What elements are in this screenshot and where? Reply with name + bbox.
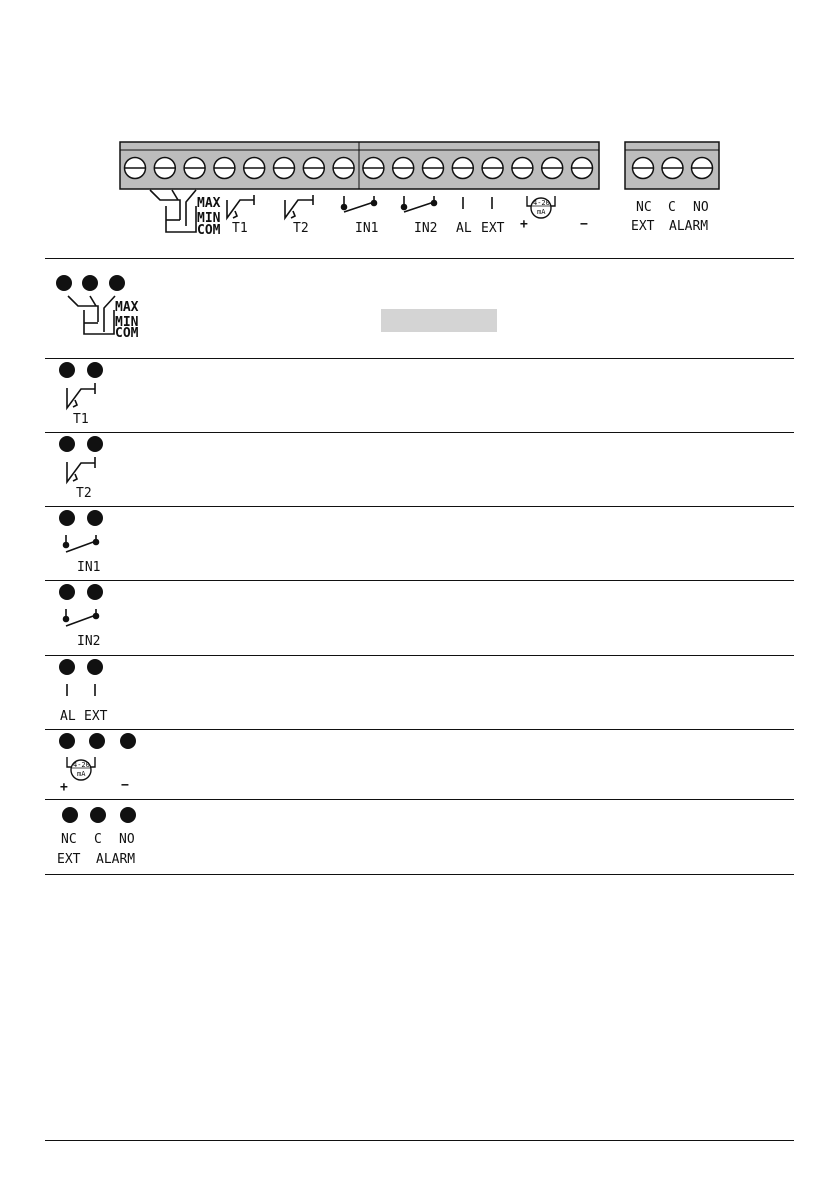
terminal-dot: [59, 436, 75, 452]
in1-switch-symbol: [64, 535, 99, 552]
minus-label: −: [580, 217, 588, 232]
row-ext-label: EXT: [57, 852, 81, 867]
meter-scale-label: 4-20: [533, 199, 550, 207]
in2-switch-symbol: [402, 196, 437, 212]
relay-nc-label: NC: [636, 200, 652, 215]
terminal-screw: [542, 158, 563, 179]
terminal-dot: [120, 733, 136, 749]
terminal-dot: [59, 584, 75, 600]
terminal-screw: [692, 158, 713, 179]
terminal-dot: [82, 275, 98, 291]
row-alarm-label: ALARM: [96, 852, 136, 867]
terminal-screw: [512, 158, 533, 179]
meter-unit-label: mA: [537, 208, 546, 216]
row-no-label: NO: [119, 832, 135, 847]
row-level: [56, 275, 139, 341]
level-max-label: MAX: [197, 196, 221, 211]
row-nc-label: NC: [61, 832, 77, 847]
plus-label: +: [520, 217, 528, 232]
terminal-screw: [482, 158, 503, 179]
row-al-label: AL: [60, 709, 76, 724]
relay-no-label: NO: [693, 200, 709, 215]
terminal-block-relay: [625, 142, 719, 189]
in2-switch-symbol: [64, 609, 99, 626]
ext-label: EXT: [481, 221, 505, 236]
relay-c-label: C: [668, 200, 676, 215]
terminal-screw: [274, 158, 295, 179]
terminal-dot: [109, 275, 125, 291]
level-probe-symbol: [68, 296, 115, 334]
row-plus-label: +: [60, 780, 68, 795]
row-in1-label: IN1: [77, 560, 101, 575]
row-t2-label: T2: [76, 486, 92, 501]
row-meter-unit: mA: [77, 770, 86, 778]
row-c-label: C: [94, 832, 102, 847]
terminal-dot: [120, 807, 136, 823]
terminal-dot: [59, 510, 75, 526]
terminal-screw: [662, 158, 683, 179]
terminal-dot: [59, 362, 75, 378]
row-t1-label: T1: [73, 412, 89, 427]
terminal-screw: [333, 158, 354, 179]
terminal-screw: [154, 158, 175, 179]
terminal-dot: [87, 584, 103, 600]
in2-label: IN2: [414, 221, 438, 236]
terminal-dot: [59, 659, 75, 675]
terminal-dot: [87, 436, 103, 452]
terminal-dot: [56, 275, 72, 291]
t1-switch-symbol: [67, 383, 95, 408]
level-min-label: MIN: [197, 211, 221, 226]
terminal-screw: [363, 158, 384, 179]
row-meter-scale: 4-20: [73, 761, 90, 769]
terminal-screw: [214, 158, 235, 179]
row-ext-label: EXT: [84, 709, 108, 724]
row-in2-label: IN2: [77, 634, 101, 649]
row-level-min: MIN: [115, 315, 139, 330]
t2-label: T2: [293, 221, 309, 236]
terminal-screw: [633, 158, 654, 179]
al-label: AL: [456, 221, 472, 236]
terminal-dot: [90, 807, 106, 823]
t2-switch-symbol: [67, 457, 95, 482]
terminal-screw: [393, 158, 414, 179]
row-relay: [57, 807, 136, 867]
terminal-dot: [59, 733, 75, 749]
row-t1: [59, 362, 103, 427]
relay-terminal-screws: [633, 158, 713, 179]
in1-switch-symbol: [342, 196, 377, 212]
terminal-dot: [87, 659, 103, 675]
terminal-dot: [87, 510, 103, 526]
row-analog: [59, 733, 136, 795]
t1-switch-symbol: [227, 195, 254, 218]
row-level-com: COM: [115, 326, 139, 341]
terminal-screw: [572, 158, 593, 179]
relay-alarm-label: ALARM: [669, 219, 709, 234]
row-in2: [59, 584, 103, 649]
row-t2: [59, 436, 103, 501]
t1-label: T1: [232, 221, 248, 236]
relay-ext-label: EXT: [631, 219, 655, 234]
terminal-screw: [244, 158, 265, 179]
row-al-ext: [59, 659, 108, 724]
terminal-screw: [452, 158, 473, 179]
t2-switch-symbol: [285, 195, 313, 218]
terminal-screw: [184, 158, 205, 179]
row-in1: [59, 510, 103, 575]
terminal-block-main: [120, 142, 599, 189]
terminal-dot: [62, 807, 78, 823]
terminal-dot: [87, 362, 103, 378]
terminal-screw: [125, 158, 146, 179]
row-minus-label: −: [121, 778, 129, 793]
terminal-screw: [303, 158, 324, 179]
level-probe-symbol: [150, 190, 196, 232]
terminal-screw: [423, 158, 444, 179]
level-com-label: COM: [197, 223, 221, 238]
row-level-max: MAX: [115, 300, 139, 315]
in1-label: IN1: [355, 221, 379, 236]
terminal-dot: [89, 733, 105, 749]
